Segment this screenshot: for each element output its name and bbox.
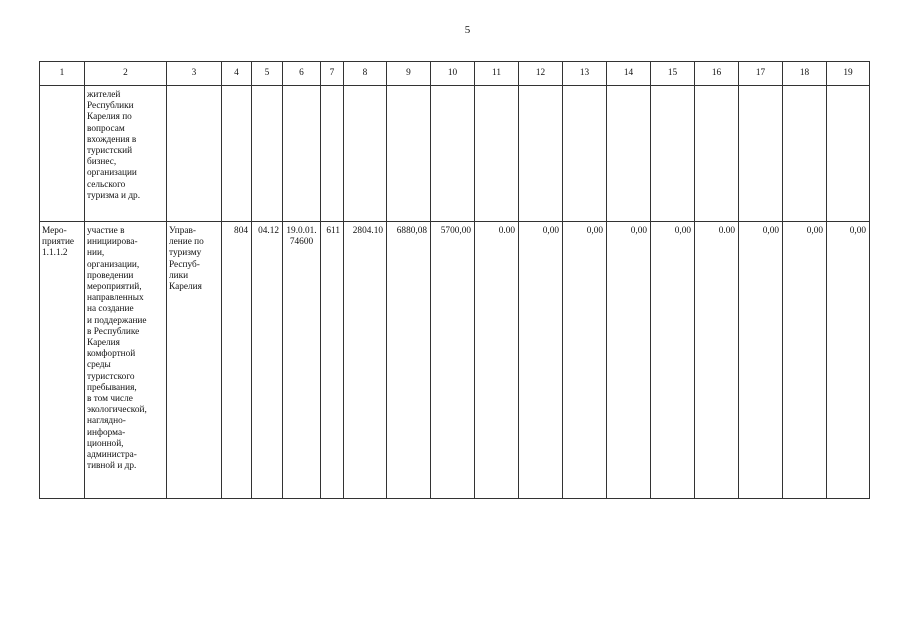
header-cell: 16: [695, 62, 739, 86]
table-cell: 0,00: [651, 222, 695, 499]
table-cell: 0,00: [827, 222, 870, 499]
header-cell: 7: [321, 62, 344, 86]
header-cell: 2: [85, 62, 167, 86]
table-cell: [387, 86, 431, 222]
table-cell: [252, 86, 283, 222]
header-cell: 13: [563, 62, 607, 86]
table-cell: 611: [321, 222, 344, 499]
table-cell: [827, 86, 870, 222]
table-cell: [695, 86, 739, 222]
table-cell: [431, 86, 475, 222]
header-row: [40, 62, 870, 86]
table-cell: [283, 86, 321, 222]
header-cell: 1: [40, 62, 85, 86]
table-cell: 0,00: [739, 222, 783, 499]
table-row: [40, 222, 870, 499]
header-cell: 9: [387, 62, 431, 86]
table-cell: 2804.10: [344, 222, 387, 499]
header-cell: 15: [651, 62, 695, 86]
table-cell: 0,00: [519, 222, 563, 499]
table-cell: 0.00: [695, 222, 739, 499]
header-cell: 17: [739, 62, 783, 86]
table-cell: [739, 86, 783, 222]
header-cell: 3: [167, 62, 222, 86]
page-number: 5: [464, 24, 471, 36]
table-cell: [783, 86, 827, 222]
header-cell: 18: [783, 62, 827, 86]
table-cell: [40, 86, 85, 222]
table-cell: 0.00: [475, 222, 519, 499]
header-cell: 6: [283, 62, 321, 86]
header-cell: 12: [519, 62, 563, 86]
table-cell: [167, 86, 222, 222]
table-cell: [607, 86, 651, 222]
table-cell: 19.0.01. 74600: [283, 222, 321, 499]
event-label: Меро- приятие 1.1.1.2: [40, 222, 85, 499]
budget-table: [39, 61, 870, 499]
event-description: участие в инициирова- нии, организации, проведении мероприятий, направленных на создание и поддержание в Республике Карелия комфортной среды туристского пребывания, в том числе экологической, наглядно- информа- ционной, администра- тивной и др.: [85, 222, 167, 499]
table-cell: 0,00: [563, 222, 607, 499]
header-cell: 8: [344, 62, 387, 86]
table-cell: 0,00: [783, 222, 827, 499]
header-cell: 10: [431, 62, 475, 86]
table-cell: [563, 86, 607, 222]
table-cell: [344, 86, 387, 222]
table-cell: 6880,08: [387, 222, 431, 499]
event-executor: Управ- ление по туризму Респуб- лики Карелия: [167, 222, 222, 499]
continuation-description: жителей Республики Карелия по вопросам вхождения в туристский бизнес, организации сельского туризма и др.: [85, 86, 167, 222]
header-cell: 14: [607, 62, 651, 86]
table-cell: [475, 86, 519, 222]
table-row: [40, 86, 870, 222]
header-cell: 11: [475, 62, 519, 86]
table-cell: 04.12: [252, 222, 283, 499]
header-cell: 4: [222, 62, 252, 86]
table-cell: [519, 86, 563, 222]
table-cell: 5700,00: [431, 222, 475, 499]
table-cell: 804: [222, 222, 252, 499]
table-cell: [651, 86, 695, 222]
table-cell: [321, 86, 344, 222]
header-cell: 5: [252, 62, 283, 86]
table-cell: 0,00: [607, 222, 651, 499]
header-cell: 19: [827, 62, 870, 86]
table-cell: [222, 86, 252, 222]
